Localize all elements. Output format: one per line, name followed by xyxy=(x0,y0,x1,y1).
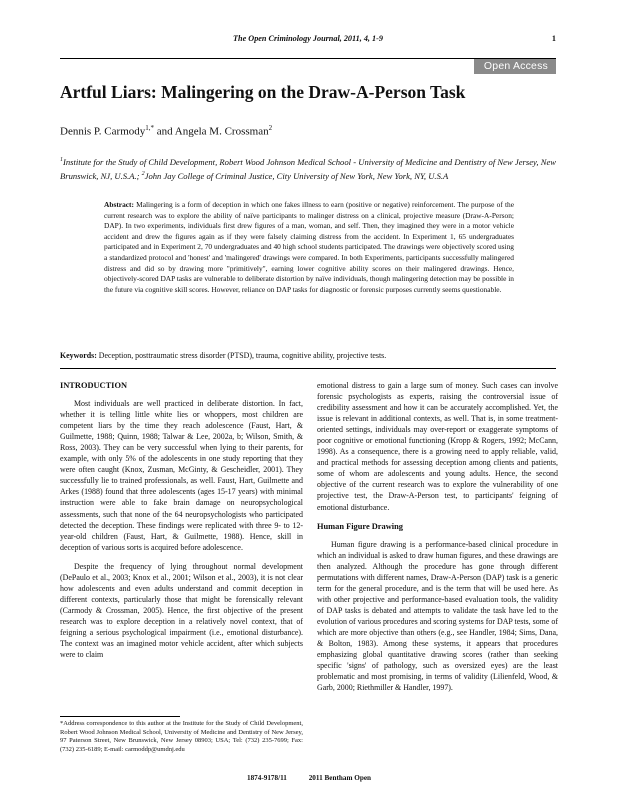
page-footer xyxy=(0,774,618,782)
open-access-badge: Open Access xyxy=(474,59,556,74)
abstract xyxy=(104,200,514,295)
author-2: Angela M. Crossman xyxy=(174,125,269,138)
author-line xyxy=(60,124,558,138)
paragraph-3: emotional distress to gain a large sum of money. Such cases can involve forensic psychologists as experts, raising the controversial issue of credibility assessment and how it can be accurately accomplished. Yet, the issue is relevant in additional contexts, as well. That is, in some treatment-oriented settings, individuals may over-report or exaggerate symptoms of poor cognitive or emotional functioning (Kropp & Rogers, 1992; McCann, 1998). As a consequence, there is a growing need to apply reliable, valid, and practical methods for assessing deception among clients and patients, some of whom are adolescents and young adults. Hence, the second objective of the current research was to explore the vulnerability of one projective test, the Draw-A-Person test, to participants' feigning of emotional disturbance. xyxy=(317,381,558,512)
paragraph-2: Despite the frequency of lying throughout normal development (DePaulo et al., 2003; Knox et al., 2001; Wilson et al., 2003), it is not clear how adolescents and even adults understand and commit deception in different contexts, particularly those that might be forensically relevant (Carmody & Crossman, 2005). Hence, the first objective of the present research was to explore deception in a relatively novel context, that of feigning a serious psychological impairment (i.e., emotional disturbance). The context was an imagined motor vehicle accident, after which subjects were to claim xyxy=(60,561,303,660)
author-conjunction: and xyxy=(154,125,175,138)
keywords xyxy=(60,351,556,360)
abstract-text: Malingering is a form of deception in which one fakes illness to earn (positive or negative) reinforcement. The purpose of the current research was to explore the ability of naïve participants to malinger distress on a clinical, projective measure (Draw-A-Person; DAP). In two experiments, individuals first drew figures of a man, woman, and self. Then, they imagined they were in a motor vehicle accident and drew the figures again as if they were falsely claiming distress from the accident. In Experiment 1, 65 undergraduates participated and in Experiment 2, 70 undergraduates and 40 high school students participated. The drawings were objectively scored using a standardized protocol and 'honest' and 'malingered' drawings were compared. In both Experiments, participants successfully malingered distress and did so by drawing more "primitively", earning lower cognitive ability scores on their malingered drawings. Hence, objectively-scored DAP tasks are vulnerable to deliberate distortion by naïve individuals, though malingering detection may be possible in the future via cognitive skill scores. However, reliance on DAP tasks for diagnostic or forensic purposes currently seems questionable. xyxy=(104,200,514,294)
keywords-text: Deception, posttraumatic stress disorder (PTSD), trauma, cognitive ability, projective tests. xyxy=(96,351,387,360)
affiliations xyxy=(60,154,556,183)
affil-1-text: Institute for the Study of Child Development, Robert Wood Johnson Medical School - University of Medicine and Dentistry of New Jersey, New Brunswick, NJ, U.S.A.; xyxy=(60,156,556,182)
affil-2-mark: 2 xyxy=(141,171,145,178)
paragraph-1: Most individuals are well practiced in deliberate distortion. In fact, whether it is telling little white lies or whoppers, most children are competent liars by the time they reach adolescence (Faust, Hart, & Guilmette, 1988; Quinn, 1988; Talwar & Lee, 2002a, b; Wilson, Smith, & Ross, 2003). They can be very successful when lying to their parents, for example, with only 5% of the adolescents in one study reporting that they were often caught (Knox, Zusman, McGinty, & Gescheidler, 2001). They successfully lie to trained professionals, as well. Faust, Hart, Guilmette and Arkes (1988) found that three adolescents (ages 15-17 years) with minimal instruction were able to fake brain damage on neuropsychological assessments, such that none of the 64 neuropsychologists who participated detected the deception. These findings were replicated with three 9- to 12-year-old children (Faust, Hart, & Guilmette, 1988). Hence, skill in deception of various sorts is acquired before adolescence. xyxy=(60,399,303,552)
page-number: 1 xyxy=(551,34,556,43)
author-1-affil: 1,* xyxy=(145,124,154,132)
left-column xyxy=(60,380,303,660)
author-1: Dennis P. Carmody xyxy=(60,125,146,138)
issn: 1874-9178/11 xyxy=(246,774,287,782)
affil-1-mark: 1 xyxy=(60,157,63,163)
journal-citation: The Open Criminology Journal, 2011, 4, 1-9 xyxy=(233,34,383,43)
human-figure-drawing-heading: Human Figure Drawing xyxy=(317,521,403,531)
introduction-heading: INTRODUCTION xyxy=(60,381,128,390)
abstract-label: Abstract: xyxy=(104,200,134,209)
section-rule xyxy=(60,368,556,369)
keywords-label: Keywords: xyxy=(60,351,97,360)
right-column xyxy=(317,380,558,693)
article-title: Artful Liars: Malingering on the Draw-A-Person Task xyxy=(60,82,466,102)
author-2-affil: 2 xyxy=(268,124,273,132)
correspondence-footnote: *Address correspondence to this author at the Institute for the Study of Child Development, Robert Wood Johnson Medical School, University of Medicine and Dentistry of New Jersey, 97 Paterson Street, New Brunswick, New Jersey 08903; USA; Tel: (732) 235-7699; Fax: (732) 235-6189; E-mail: carmoddp@umdnj.edu xyxy=(60,720,303,754)
running-header xyxy=(60,34,556,48)
affil-2-text: John Jay College of Criminal Justice, City University of New York, New York, NY, U.S.A xyxy=(144,171,449,182)
publisher: 2011 Bentham Open xyxy=(308,774,372,782)
paragraph-4: Human figure drawing is a performance-based clinical procedure in which an individual is asked to draw human figures, and these drawings are then analyzed. Although the procedure has gone through different permutations with different names, Draw-A-Person (DAP) task is a generic term for the general procedure, and is the term that will be used here. As with other projective and performance-based evaluation tools, the validity of DAP tasks is debated and attempts to validate the task have led to the evolution of various procedures and scoring systems for DAP tests, some of which are more objective than others (e.g., see Handler, 1984; Sims, Dana, & Bolton, 1983). Among these systems, it appears that procedures emphasizing global quantitative drawing scores (rather than seeking specific 'signs' of pathology, such as oversized eyes) are the least problematic and most promising, in terms of validity (Lilienfeld, Wood, & Garb, 2000; Riethmiller & Handler, 1997). xyxy=(317,539,558,693)
footnote-rule xyxy=(60,716,180,717)
